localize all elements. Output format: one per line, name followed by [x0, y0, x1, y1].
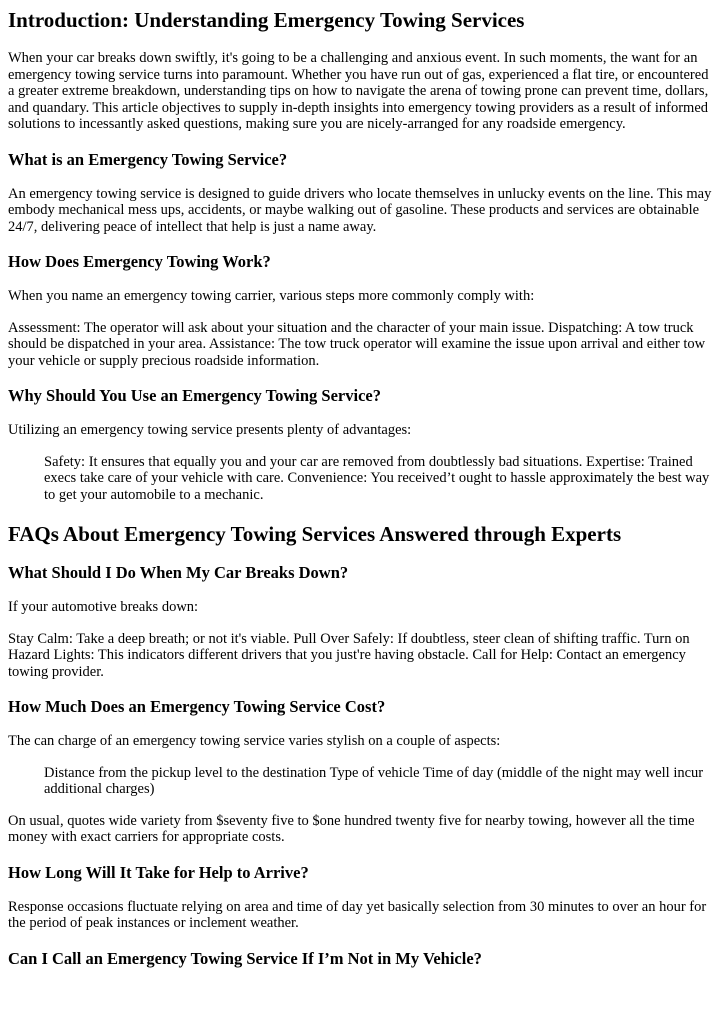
- cost-paragraph-2: On usual, quotes wide variety from $seventy five to $one hundred twenty five for nearby towing, however all the time money with exact carriers for appropriate costs.: [8, 812, 695, 845]
- why-paragraph: Utilizing an emergency towing service presents plenty of advantages:: [8, 422, 412, 438]
- time-paragraph: Response occasions fluctuate relying on area and time of day yet basically selection from 30 minutes to over an hour for the period of peak instances or inclement weather.: [8, 898, 707, 931]
- article: [0, 8, 720, 969]
- how-paragraph-2: Assessment: The operator will ask about your situation and the character of your main issue. Dispatching: A tow truck should be dispatched in your area. Assistance: The tow truck operator will examine the issue upon arrival and either tow your vehicle or supply precious roadside information.: [8, 319, 706, 369]
- how-heading: How Does Emergency Towing Work?: [8, 252, 271, 271]
- cost-heading: How Much Does an Emergency Towing Service Cost?: [8, 697, 386, 716]
- cost-paragraph-1: The can charge of an emergency towing service varies stylish on a couple of aspects:: [8, 733, 501, 749]
- intro-heading: Introduction: Understanding Emergency Towing Services: [8, 8, 525, 32]
- cost-quote-text: Distance from the pickup level to the destination Type of vehicle Time of day (middle of the night may well incur additional charges): [44, 764, 704, 797]
- why-heading: Why Should You Use an Emergency Towing Service?: [8, 386, 381, 405]
- why-quote: [44, 454, 712, 504]
- remote-heading: Can I Call an Emergency Towing Service If I’m Not in My Vehicle?: [8, 948, 482, 968]
- what-heading: What is an Emergency Towing Service?: [8, 149, 288, 169]
- how-paragraph-1: When you name an emergency towing carrier, various steps more commonly comply with:: [8, 288, 535, 304]
- why-quote-text: Safety: It ensures that equally you and your car are removed from doubtlessly bad situations. Expertise: Trained execs take care of your vehicle with care. Convenience: You received’t ought to hassle approximately the best way to get your automobile to a mechanic.: [44, 453, 710, 503]
- breakdown-paragraph-1: If your automotive breaks down:: [8, 599, 199, 615]
- faq-heading: FAQs About Emergency Towing Services Answered through Experts: [8, 522, 622, 546]
- what-paragraph: An emergency towing service is designed to guide drivers who locate themselves in unlucky events on the line. This may embody mechanical mess ups, accidents, or maybe walking out of gasoline. These products and services are obtainable 24/7, delivering peace of intellect that help is just a name away.: [8, 185, 712, 235]
- breakdown-heading: What Should I Do When My Car Breaks Down?: [8, 563, 349, 582]
- breakdown-paragraph-2: Stay Calm: Take a deep breath; or not it's viable. Pull Over Safely: If doubtless, steer clean of shifting traffic. Turn on Hazard Lights: This indicators different drivers that you just're having obstacle. Call for Help: Contact an emergency towing provider.: [8, 630, 690, 680]
- intro-paragraph: When your car breaks down swiftly, it's going to be a challenging and anxious event. In such moments, the want for an emergency towing service turns into paramount. Whether you have run out of gas, experienced a flat tire, or encountered a greater extreme breakdown, understanding tips on how to navigate the arena of towing prone can prevent time, dollars, and quandary. This article objectives to supply in-depth insights into emergency towing providers as a result of informed solutions to incessantly asked questions, making sure you are nicely-arranged for any roadside emergency.: [8, 50, 709, 132]
- cost-quote: [44, 765, 712, 798]
- time-heading: How Long Will It Take for Help to Arrive?: [8, 862, 309, 882]
